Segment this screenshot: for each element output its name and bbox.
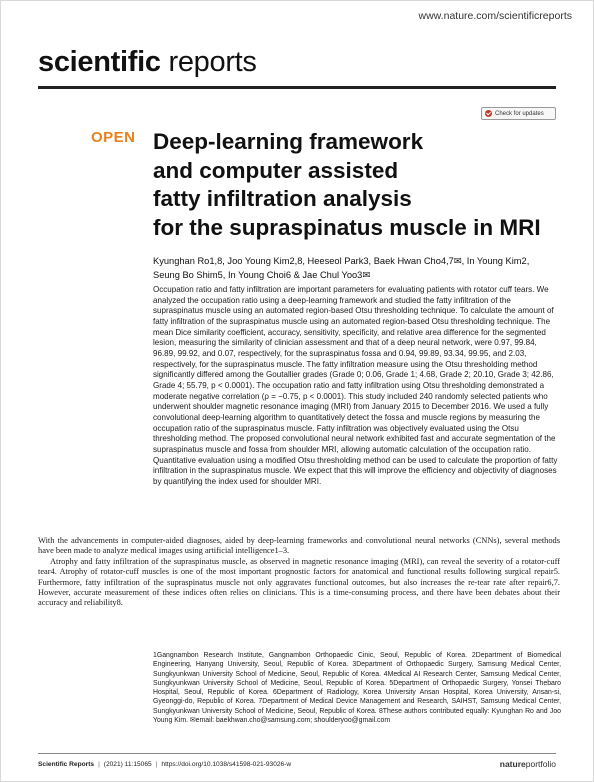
footer-journal: Scientific Reports <box>38 760 95 768</box>
affiliations: 1Gangnambon Research Institute, Gangnambon Orthopaedic Cinic, Seoul, Republic of Korea. 2Department of Biomedical Engineering, Hanyang University, Seoul, Republic of Korea. 3Department of Orthopaedic Surgery, Samsung Medical Center, Sungkyunkwan University School of Medicine, Seoul, Republic of Korea. 4Medical AI Research Center, Samsung Medical Center, Sungkyunkwan University School of Medicine, Seoul, Republic of Korea. 5Department of Orthopaedic Surgery, Yonsei Thebaro Hospital, Seoul, Republic of Korea. 6Department of Radiology, Korea University Ansan Hospital, Korea University, Ansan-si, Gyeonggi-do, Republic of Korea. 7Department of Medical Device Management and Research, SAIHST, Samsung Medical Center, Sungkyunkwan University School of Medicine, Seoul, Republic of Korea. 8These authors contributed equally: Kyunghan Ro and Joo Young Kim. ✉email: baekhwan.cho@samsung.com; shoulderyoo@gmail.com <box>153 652 561 725</box>
open-access-label: OPEN <box>91 129 136 146</box>
footer-rule <box>38 753 556 754</box>
abstract: Occupation ratio and fatty infiltration are important parameters for evaluating patients with rotator cuff tears. We analyzed the occupation ratio using a deep-learning framework and studied the fatty infiltration of the supraspinatus muscle using an automated region-based Otsu thresholding technique. To calculate the amount of fatty infiltration of the supraspinatus muscle using an automated region-based Otsu thresholding technique. The mean Dice similarity coefficient, accuracy, sensitivity, specificity, and relative area difference for the segmented lesion, measuring the similarity of clinician assessment and that of a deep neural network, were 0.97, 99.84, 96.89, 99.92, and 0.07, respectively, for the supraspinatus fossa and 0.94, 99.89, 93.34, 99.95, and 2.03, respectively, for the supraspinatus muscle. The fatty infiltration measure using the Otsu thresholding method significantly differed among the Goutallier grades (Grade 0; 0.06, Grade 1; 4.68, Grade 2; 20.10, Grade 3; 42.86, Grade 4; 55.79, p < 0.0001). The occupation ratio and fatty infiltration using Otsu thresholding demonstrated a moderate negative correlation (ρ = −0.75, p < 0.0001). This study included 240 randomly selected patients who underwent shoulder magnetic resonance imaging (MRI) from January 2015 to December 2016. We used a fully convolutional deep-learning algorithm to quantitatively detect the fossa and muscle regions by measuring the occupation ratio of the supraspinatus muscle. Fatty infiltration was objectively evaluated using the Otsu thresholding method. The proposed convolutional neural network exhibited fast and accurate segmentation of the supraspinatus muscle and fossa from shoulder MRI, allowing automatic calculation of the occupation ratio. Quantitative evaluation using a modified Otsu thresholding method can be used to calculate the proportion of fatty infiltration in the supraspinatus muscle. We expect that this will improve the efficiency and objectivity of diagnoses by quantifying the index used for shoulder MRI. <box>153 285 558 486</box>
title-line: Deep-learning framework <box>153 129 424 154</box>
journal-logo-rest: reports <box>160 46 257 78</box>
body-text <box>38 536 560 609</box>
authors-line: Seung Bo Shim5, In Young Choi6 & Jae Chul Yoo3✉ <box>153 269 371 280</box>
body-paragraph: With the advancements in computer-aided diagnoses, aided by deep-learning frameworks and convolutional neural networks (CNNs), several methods have been made to analyze medical images using artificial intelligence1–3. <box>38 536 560 556</box>
header-rule <box>38 86 556 89</box>
body-paragraph: Atrophy and fatty infiltration of the supraspinatus muscle, as observed in magnetic resonance imaging (MRI), can reveal the severity of a rotator-cuff tear4. Atrophy of rotator-cuff muscles is one of the most important prognostic factors for anatomical and functional results following surgical repair5. Furthermore, fatty infiltration of the supraspinatus muscle not only aggravates functional outcomes, but also increases the re-tear rate after repair6,7. However, accurate measurement of these indices often relies on clinicians. This is a time-consuming process, and there have been debates about their accuracy and reliability8. <box>38 556 560 608</box>
check-updates-icon <box>485 110 492 117</box>
check-for-updates-button[interactable] <box>481 107 556 120</box>
page-footer <box>38 757 556 771</box>
author-list <box>153 255 558 282</box>
footer-separator: | <box>98 760 100 768</box>
publisher-logo-bold: nature <box>499 759 526 769</box>
title-line: and computer assisted <box>153 157 399 183</box>
authors-line: Kyunghan Ro1,8, Joo Young Kim2,8, Heeseol Park3, Baek Hwan Cho4,7✉, In Young Kim2, <box>153 256 530 266</box>
title-line: for the supraspinatus muscle in MRI <box>153 214 541 240</box>
journal-logo-bold: scientific <box>38 46 161 78</box>
check-updates-label: Check for updates <box>495 110 544 117</box>
journal-url[interactable]: www.nature.com/scientificreports <box>418 10 572 22</box>
footer-separator: | <box>155 760 158 768</box>
publisher-logo-rest: portfolio <box>525 759 556 769</box>
footer-citation: (2021) 11:15065 <box>103 760 152 768</box>
footer-doi[interactable]: https://doi.org/10.1038/s41598-021-93026-w <box>161 760 292 768</box>
journal-logo <box>38 46 257 79</box>
publisher-logo <box>500 759 556 769</box>
title-line: fatty infiltration analysis <box>153 186 412 211</box>
article-title <box>153 128 573 242</box>
